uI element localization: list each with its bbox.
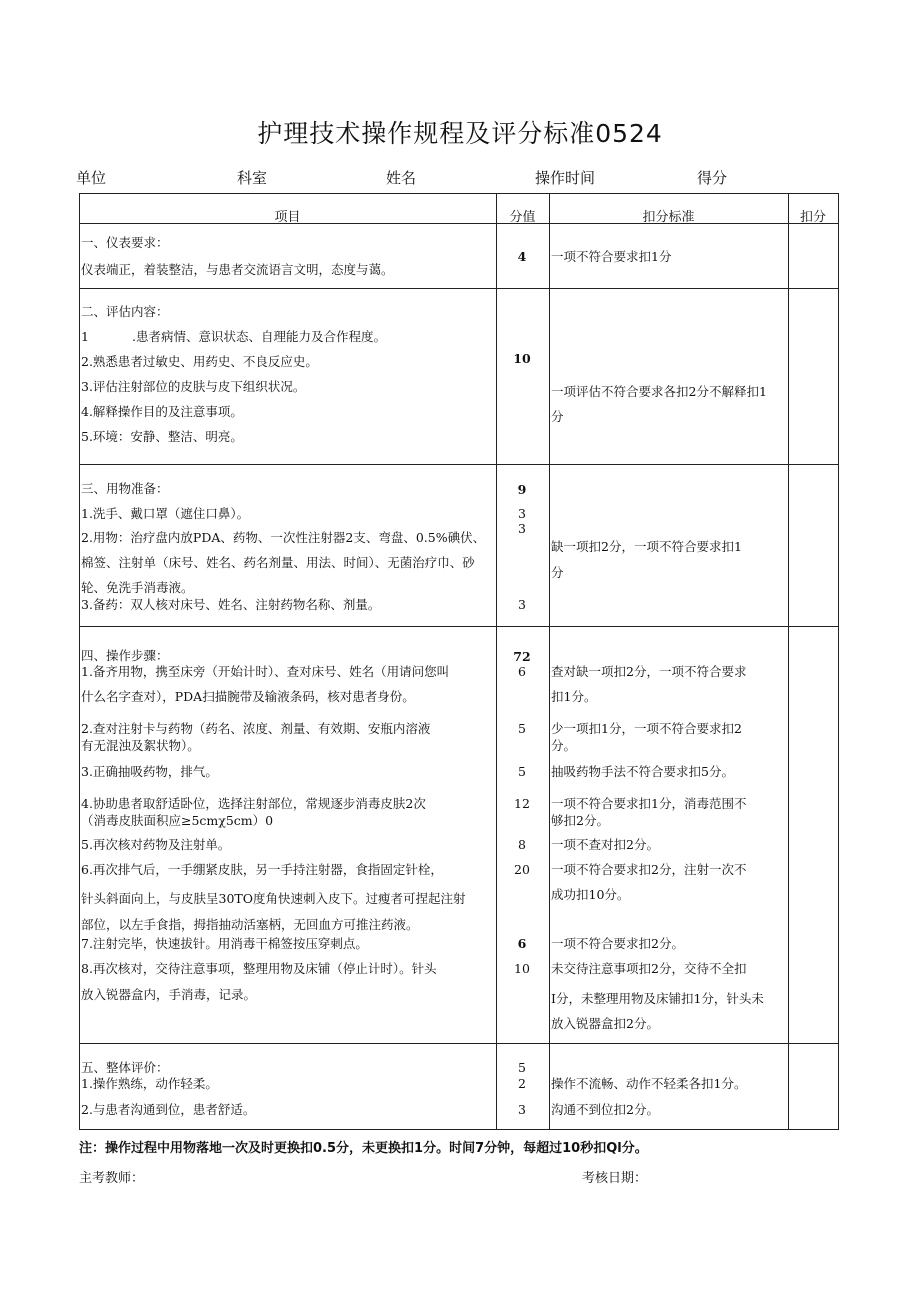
section-4-criteria: 放入锐器盒扣2分。 bbox=[551, 1016, 659, 1031]
section-4-criteria: 一项不符合要求扣1分，消毒范围不 bbox=[551, 796, 747, 811]
footnote: 注：操作过程中用物落地一次及时更换扣0.5分，未更换扣1分。时间7分钟，每超过10秒扣Ql分。 bbox=[79, 1141, 648, 1156]
section-4-line: 2.查对注射卡与药物（药名、浓度、剂量、有效期、安瓶内溶液 bbox=[81, 721, 431, 736]
section-3-criteria: 分 bbox=[551, 565, 564, 580]
section-4-total: 72 bbox=[513, 649, 531, 664]
section-4-criteria: 够扣2分。 bbox=[551, 813, 609, 828]
col-header-item: 项目 bbox=[274, 210, 301, 225]
section-4-line: 有无混浊及絮状物）。 bbox=[81, 738, 200, 753]
section-4-line: 针头斜面向上，与皮肤呈30TO度角快速刺入皮下。过瘦者可捏起注射 bbox=[81, 891, 466, 906]
col-header-deduction: 扣分 bbox=[799, 210, 826, 225]
section-2-line: 5.环境：安静、整洁、明亮。 bbox=[81, 429, 243, 444]
table-border-right bbox=[838, 193, 839, 1130]
section-4-criteria: 一项不符合要求扣2分，注射一次不 bbox=[551, 862, 747, 877]
section-4-criteria: 分。 bbox=[551, 738, 577, 753]
table-border-bottom bbox=[79, 1129, 839, 1130]
section-4-points: 12 bbox=[514, 796, 530, 811]
table-row-divider bbox=[79, 1043, 839, 1044]
section-2-line: .患者病情、意识状态、自理能力及合作程度。 bbox=[132, 329, 386, 344]
name-label: 姓名 bbox=[386, 169, 417, 187]
section-3-line: 3.备药：双人核对床号、姓名、注射药物名称、剂量。 bbox=[81, 597, 381, 612]
section-1-criteria: 一项不符合要求扣1分 bbox=[551, 249, 672, 264]
page-title: 护理技术操作规程及评分标准0524 bbox=[257, 119, 663, 148]
examiner-label: 主考教师： bbox=[79, 1171, 145, 1186]
section-3-line: 2.用物：治疗盘内放PDA、药物、一次性注射器2支、弯盘、0.5%碘伏、 bbox=[81, 530, 486, 545]
time-label: 操作时间 bbox=[535, 169, 596, 187]
table-row-divider bbox=[79, 464, 839, 465]
dept-label: 科室 bbox=[237, 169, 268, 187]
section-4-line: 8.再次核对，交待注意事项，整理用物及床铺（停止计时）。针头 bbox=[81, 961, 437, 976]
section-4-criteria: 抽吸药物手法不符合要求扣5分。 bbox=[551, 764, 734, 779]
section-1-heading: 一、仪表要求： bbox=[81, 235, 169, 250]
section-4-criteria: 一项不查对扣2分。 bbox=[551, 837, 659, 852]
section-3-points: 3 bbox=[518, 521, 526, 536]
section-5-criteria: 操作不流畅、动作不轻柔各扣1分。 bbox=[551, 1076, 747, 1091]
section-4-criteria: 成功扣10分。 bbox=[551, 887, 630, 902]
section-5-heading: 五、整体评价： bbox=[81, 1060, 169, 1075]
section-5-line: 1.操作熟练，动作轻柔。 bbox=[81, 1076, 218, 1091]
section-3-heading: 三、用物准备： bbox=[81, 481, 169, 496]
section-1-line: 仪表端正，着装整洁，与患者交流语言文明，态度与蔼。 bbox=[81, 262, 394, 277]
section-4-line: 什么名字查对），PDA扫描腕带及输液条码，核对患者身份。 bbox=[81, 689, 415, 704]
section-3-line: 1.洗手、戴口罩（遮住口鼻）。 bbox=[81, 506, 250, 521]
section-4-line: 5.再次核对药物及注射单。 bbox=[81, 837, 231, 852]
section-5-line: 2.与患者沟通到位，患者舒适。 bbox=[81, 1102, 256, 1117]
col-header-points: 分值 bbox=[509, 210, 536, 225]
table-row-divider bbox=[79, 626, 839, 627]
table-border-left bbox=[79, 193, 80, 1130]
table-col-divider bbox=[496, 193, 497, 1130]
section-4-line: 1.备齐用物，携至床旁（开始计时）、查对床号、姓名（用请问您叫 bbox=[81, 664, 450, 679]
table-row-divider bbox=[79, 288, 839, 289]
section-1-points: 4 bbox=[517, 249, 527, 264]
section-4-criteria: 未交待注意事项扣2分，交待不全扣 bbox=[551, 961, 747, 976]
exam-date-label: 考核日期： bbox=[582, 1171, 648, 1186]
section-2-criteria: 分 bbox=[551, 409, 564, 424]
section-5-points: 2 bbox=[518, 1076, 526, 1091]
section-2-item-number: 1 bbox=[81, 329, 89, 344]
section-4-criteria: 少一项扣1分，一项不符合要求扣2 bbox=[551, 721, 742, 736]
unit-label: 单位 bbox=[76, 169, 107, 187]
section-4-line: 7.注射完毕，快速拔针。用消毒干棉签按压穿刺点。 bbox=[81, 936, 368, 951]
score-label: 得分 bbox=[697, 169, 728, 187]
section-4-points: 5 bbox=[518, 721, 526, 736]
section-4-line: 放入锐器盒内，手消毒，记录。 bbox=[81, 987, 257, 1002]
section-3-criteria: 缺一项扣2分，一项不符合要求扣1 bbox=[551, 539, 742, 554]
section-4-points: 6 bbox=[518, 664, 526, 679]
section-2-line: 3.评估注射部位的皮肤与皮下组织状况。 bbox=[81, 379, 306, 394]
section-2-criteria: 一项评估不符合要求各扣2分不解释扣1 bbox=[551, 384, 767, 399]
section-3-points: 3 bbox=[518, 597, 526, 612]
section-4-line: 4.协助患者取舒适卧位，选择注射部位，常规逐步消毒皮肤2次 bbox=[81, 796, 426, 811]
section-4-line: （消毒皮肤面积应≥5cmχ5cm）0 bbox=[81, 813, 274, 828]
section-5-total: 5 bbox=[518, 1060, 526, 1075]
section-4-points: 5 bbox=[518, 764, 526, 779]
section-2-points: 10 bbox=[513, 351, 531, 366]
section-2-line: 4.解释操作目的及注意事项。 bbox=[81, 404, 243, 419]
section-4-points: 10 bbox=[514, 961, 530, 976]
section-2-line: 2.熟悉患者过敏史、用药史、不良反应史。 bbox=[81, 354, 318, 369]
section-4-heading: 四、操作步骤： bbox=[81, 648, 169, 663]
section-4-line: 6.再次排气后，一手绷紧皮肤，另一手持注射器，食指固定针栓， bbox=[81, 862, 443, 877]
section-4-criteria: 一项不符合要求扣2分。 bbox=[551, 936, 684, 951]
section-5-criteria: 沟通不到位扣2分。 bbox=[551, 1102, 659, 1117]
section-5-points: 3 bbox=[518, 1102, 526, 1117]
table-border-top bbox=[79, 193, 839, 194]
section-4-line: 3.正确抽吸药物，排气。 bbox=[81, 764, 218, 779]
table-col-divider bbox=[788, 193, 789, 1130]
section-2-heading: 二、评估内容： bbox=[81, 304, 169, 319]
section-3-points: 3 bbox=[518, 506, 526, 521]
section-4-criteria: I分，未整理用物及床铺扣1分，针头未 bbox=[551, 991, 764, 1006]
section-4-points: 6 bbox=[517, 936, 527, 951]
section-3-line: 棉签、注射单（床号、姓名、药名剂量、用法、时间）、无菌治疗巾、砂 bbox=[81, 555, 475, 570]
section-4-criteria: 扣1分。 bbox=[551, 689, 597, 704]
section-4-points: 8 bbox=[518, 837, 526, 852]
section-3-total: 9 bbox=[517, 482, 527, 497]
section-4-points: 20 bbox=[514, 862, 530, 877]
section-4-criteria: 查对缺一项扣2分，一项不符合要求 bbox=[551, 664, 747, 679]
table-col-divider bbox=[549, 193, 550, 1130]
section-4-line: 部位，以左手食指，拇指抽动活塞柄，无回血方可推注药液。 bbox=[81, 917, 419, 932]
section-3-line: 轮、免洗手消毒液。 bbox=[81, 580, 194, 595]
col-header-criteria: 扣分标准 bbox=[642, 210, 695, 225]
